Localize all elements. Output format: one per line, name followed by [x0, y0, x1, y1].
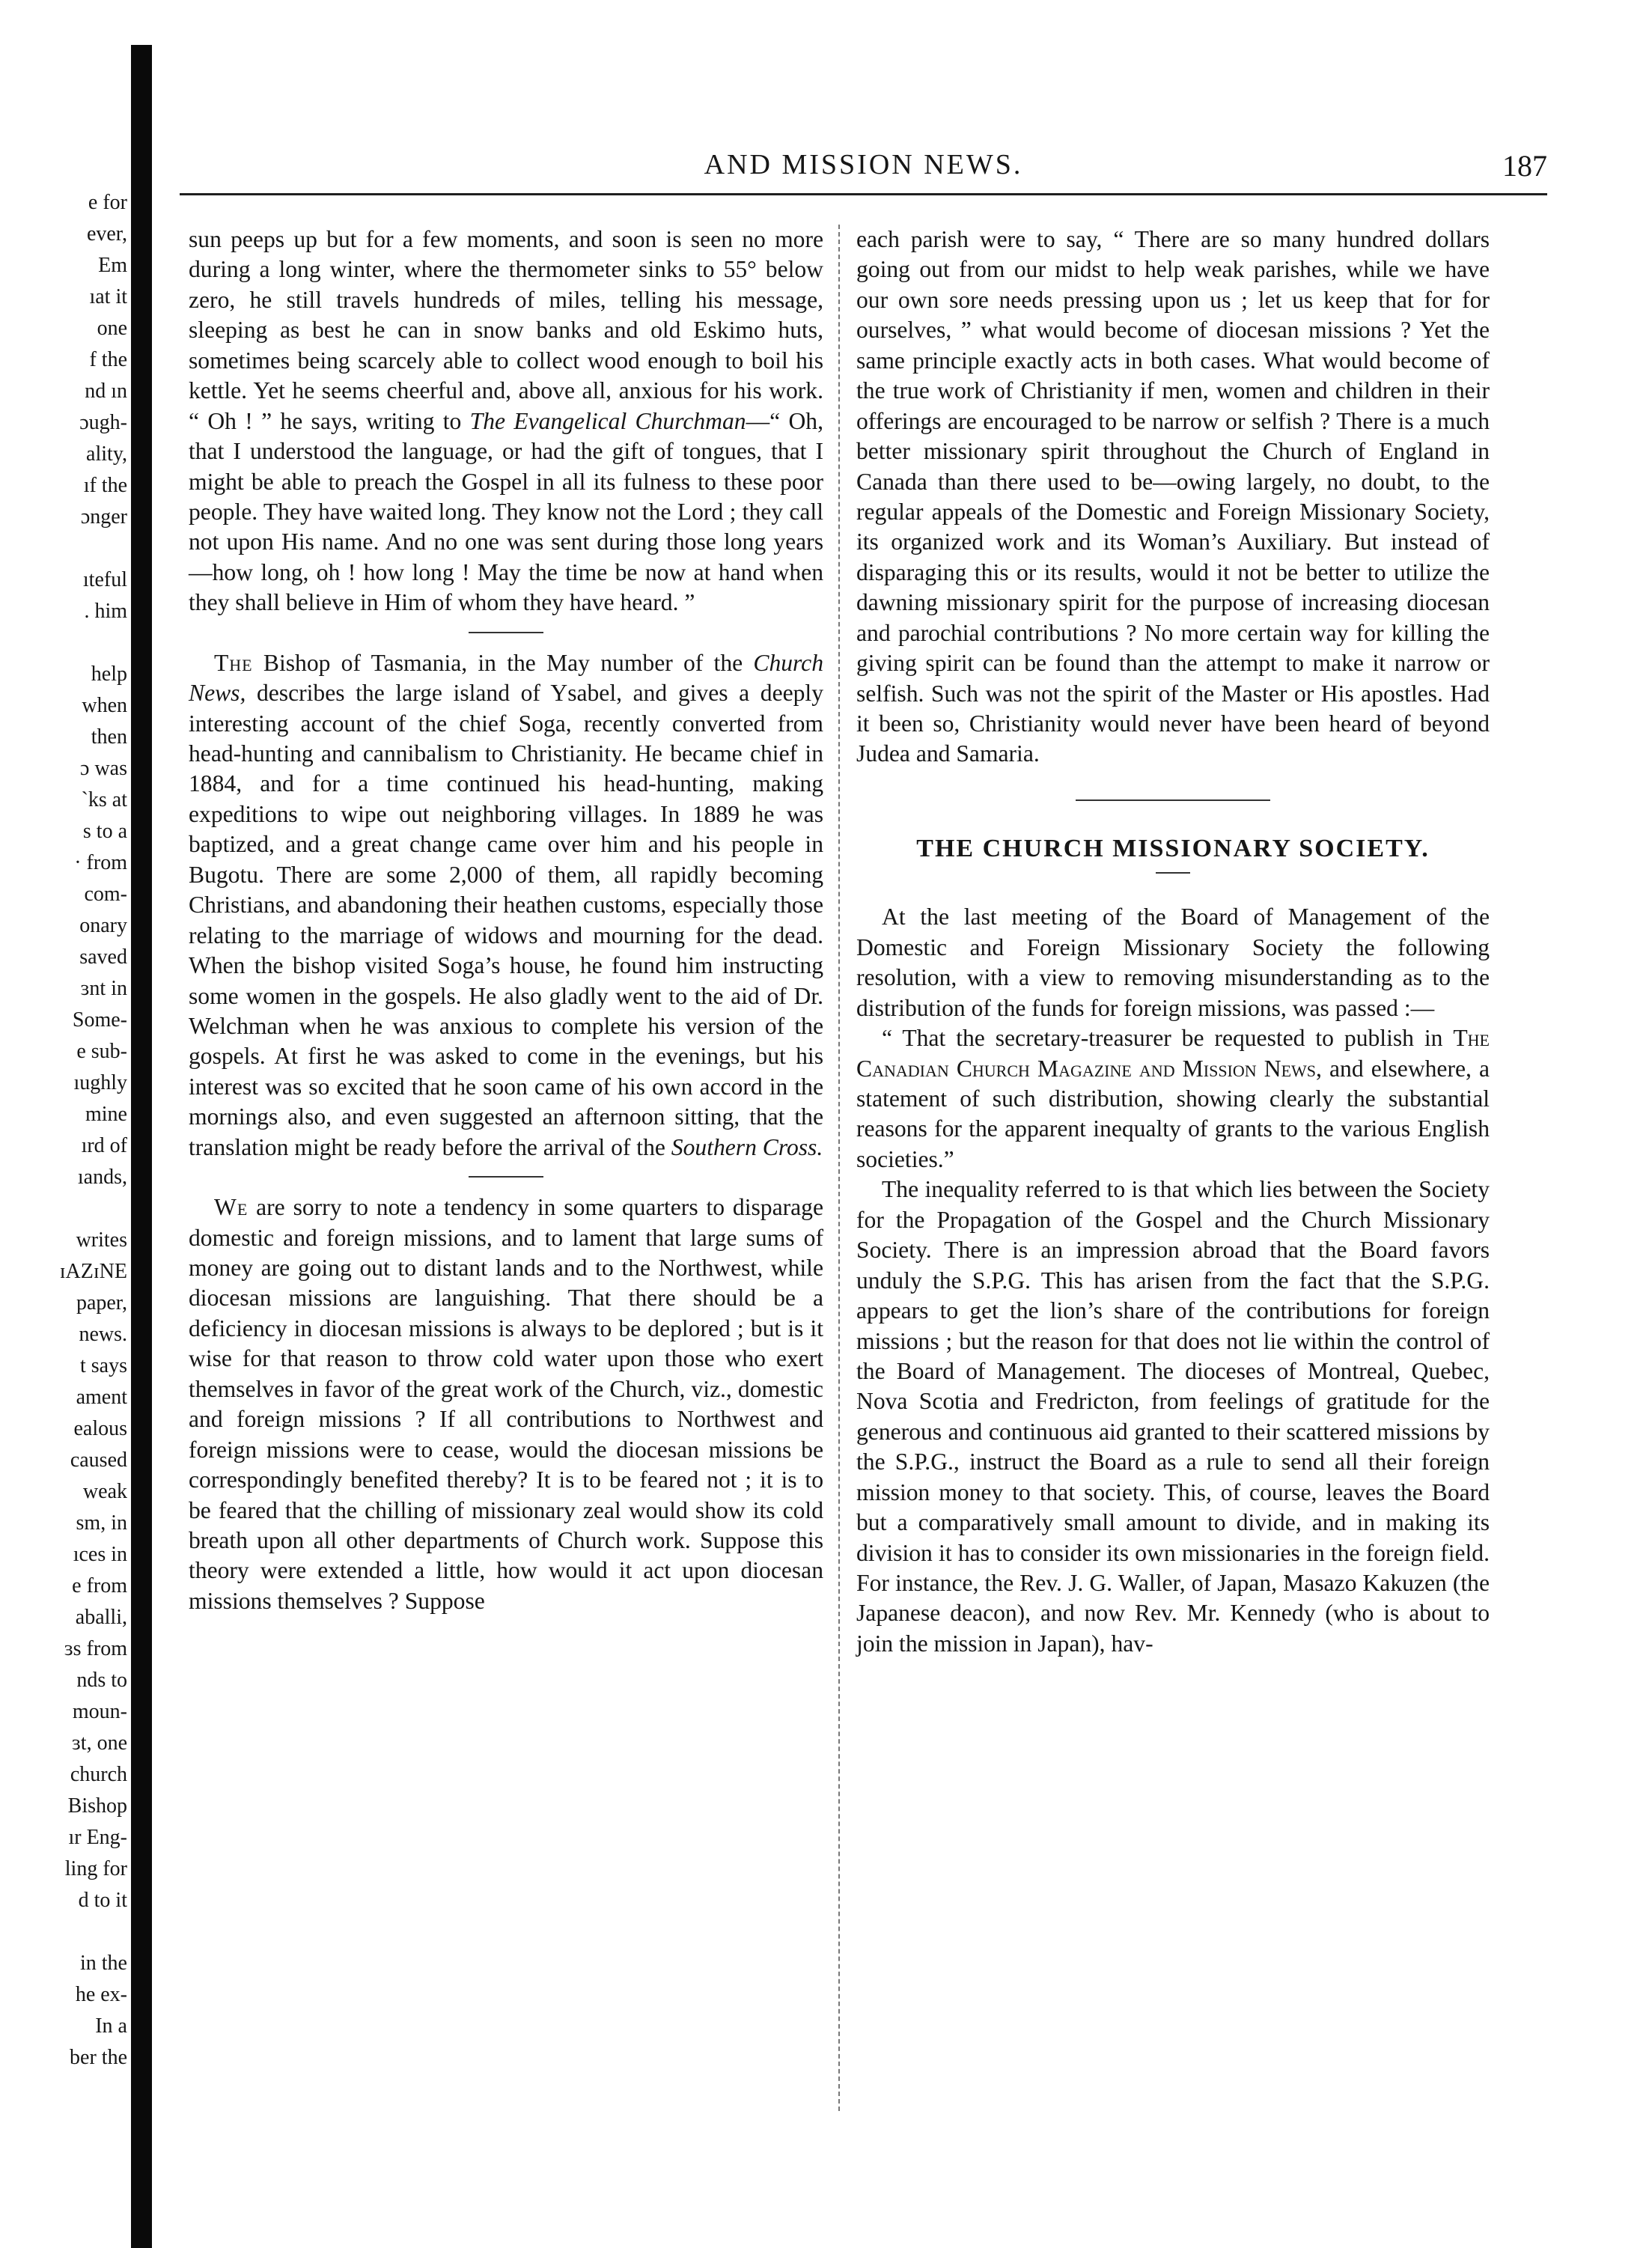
- bleed-fragment: caused: [70, 1449, 127, 1472]
- paragraph-text: “ That the secretary-treasurer be requested to publish in: [882, 1025, 1454, 1052]
- bleed-fragment: ır Eng-: [68, 1826, 127, 1849]
- lead-word: The: [214, 649, 253, 676]
- paragraph-text: —“ Oh, that I understood the language, or had the gift of tongues, that I might be able to preach the Gospel in all its fulness to these poor people. They have waited long. They know not the Lord ; they call not upon His name. And no one was sent during those long years—how long, oh ! how long ! May the time be now at hand when they shall believe in Him of whom they have heard. ”: [189, 407, 824, 616]
- bleed-fragment: nd ın: [85, 380, 127, 403]
- bleed-fragment: f the: [89, 348, 127, 371]
- bleed-fragment: sm, in: [76, 1511, 127, 1535]
- bleed-fragment: e for: [88, 191, 127, 214]
- bleed-fragment: he ex-: [75, 1983, 127, 2006]
- bleed-fragment: when: [82, 694, 127, 717]
- bleed-fragment: e sub-: [76, 1040, 127, 1063]
- paragraph-text: and elsewhere, a statement of such distribution, showing clearly the substantial reasons for the apparent inequalty of grants to the various English societies.”: [856, 1055, 1490, 1172]
- journal-title: The Evangelical Churchman: [469, 407, 746, 434]
- bleed-fragment: t says: [80, 1354, 127, 1377]
- bleed-fragment: mine: [85, 1103, 127, 1126]
- bleed-fragment: ˋks at: [81, 788, 127, 811]
- paragraph-board-meeting: At the last meeting of the Board of Management of the Domestic and Foreign Missionary Society the following resolution, with a view to removing misunderstanding as to the distribution of the funds for foreign missions, was passed :—: [856, 904, 1490, 1021]
- bleed-fragment: nds to: [76, 1669, 127, 1692]
- section-heading: THE CHURCH MISSIONARY SOCIETY.: [916, 834, 1430, 862]
- binding-spine: [131, 45, 152, 2248]
- paragraph-text: describes the large island of Ysabel, and gives a deeply interesting account of the chief Soga, recently converted from head-hunting and cannibalism to Christianity. He became chief in 1884, and for a time continued his head-hunting, making expeditions to wipe out neighboring villages. In 1889 he was baptized, and a great change came over him and his people in Bugotu. There are some 2,000 of them, all rapidly becoming Christians, and abandoning their heathen customs, especially those relating to the marriage of widows and mourning for the dead. When the bishop visited Soga’s house, he found him instructing some women in the gospels. He also gladly went to the aid of Dr. Welchman when he was anxious to complete his version of the gospels. At first he was asked to come in the evenings, but his interest was so excited that he soon came of his own accord in the mornings also, and even suggested an afternoon sitting, that the translation might be ready before the arrival of the: [189, 680, 823, 1160]
- bleed-fragment: one: [97, 317, 127, 340]
- running-header: [180, 148, 1547, 195]
- bleed-fragment: . him: [84, 600, 127, 623]
- bleed-fragment: in the: [80, 1952, 127, 1975]
- column-rule: [838, 225, 840, 2111]
- bleed-fragment: ıces in: [73, 1543, 127, 1566]
- section-divider: [1076, 799, 1270, 801]
- bleed-fragment: ıughly: [73, 1071, 127, 1094]
- bleed-fragment: paper,: [76, 1291, 127, 1315]
- bleed-fragment: ırd of: [81, 1134, 127, 1157]
- paragraph-text: sun peeps up but for a few moments, and soon is seen no more during a long winter, where the thermometer sinks to 55° below zero, he still travels hundreds of miles, telling his message, sleeping as best he can in snow banks and old Eskimo huts, sometimes being scarcely able to collect wood enough to boil his kettle. Yet he seems cheerful and, above all, anxious for his work. “ Oh ! ” he says, writing to: [189, 226, 823, 434]
- bleed-fragment: e from: [72, 1574, 127, 1597]
- page-number: 187: [1502, 149, 1547, 183]
- bleed-fragment: Some-: [72, 1008, 127, 1032]
- bleed-fragment: ling for: [64, 1857, 127, 1880]
- bleed-fragment: ber the: [70, 2046, 127, 2069]
- paragraph-parish-continuation: each parish were to say, “ There are so many hundred dollars going out from our midst to help weak parishes, while we have our own sore needs pressing upon us ; let us keep that for for ourselves, ” what would become of diocesan missions ? Yet the same principle exactly acts in both cases. What would become of the true work of Christianity if men, women and children in their offerings are encouraged to be narrow or selfish ? There is a much better missionary spirit throughout the Church of England in Canada than there used to be—owing largely, no doubt, to the regular appeals of the Domestic and Foreign Missionary Society, its organized work and its Woman’s Auxiliary. But instead of disparaging this or its results, would it not be better to utilize the dawning missionary spirit for the purpose of increasing diocesan and parochial contributions ? No more certain way for killing the giving spirit can be found than the attempt to make it narrow or selfish. Such was not the spirit of the Master or His apostles. Had it been so, Christianity would never have been heard of beyond Judea and Samaria.: [856, 226, 1490, 767]
- bleed-fragment: weak: [82, 1480, 127, 1503]
- bleed-fragment: ɔugh-: [79, 411, 127, 434]
- bleed-fragment: Em: [98, 254, 127, 277]
- bleed-fragment: ever,: [86, 222, 127, 246]
- bleed-fragment: ıf the: [83, 474, 127, 497]
- bleed-fragment: church: [70, 1763, 127, 1786]
- paragraph-text: Bishop of Tasmania, in the May number of the: [252, 649, 754, 676]
- heading-divider: [1156, 872, 1190, 874]
- facing-page-bleed: [0, 187, 127, 2069]
- journal-title: Church News,: [189, 649, 823, 707]
- bleed-fragment: ament: [76, 1386, 127, 1409]
- paragraph-inequality: The inequality referred to is that which lies between the Society for the Propagation of the Gospel and the Church Missionary Society. There is an impression abroad that the Board favors unduly the S.P.G. This has arisen from the fact that the S.P.G. appears to get the lion’s share of the contributions for foreign missions ; but the reason for that does not lie within the control of the Board of Management. The dioceses of Montreal, Quebec, Nova Scotia and Fredricton, from feelings of gratitude for the generous and continuous aid granted to their scattered missions by the S.P.G., instruct the Board as a rule to send all their foreign mission money to that society. This, of course, leaves the Board but a comparatively small amount to divide, and in making its division it has to consider its own missionaries in the foreign field. For instance, the Rev. J. G. Waller, of Japan, Masazo Kakuzen (the Japanese deacon), and now Rev. Mr. Kennedy (who is about to join the mission in Japan), hav-: [856, 1176, 1490, 1657]
- bleed-fragment: aballi,: [75, 1606, 127, 1629]
- paragraph-eskimo-mission: [189, 225, 823, 618]
- bleed-gap: [0, 1916, 127, 1948]
- bleed-fragment: writes: [76, 1228, 127, 1252]
- bleed-fragment: news.: [79, 1323, 127, 1346]
- bleed-fragment: ɪAZɪNE: [59, 1260, 127, 1283]
- paragraph-bishop-tasmania: [189, 648, 823, 1163]
- paragraph-resolution: [856, 1023, 1490, 1175]
- section-divider: [469, 1176, 543, 1178]
- lead-word: We: [214, 1194, 249, 1221]
- paragraph-text: are sorry to note a tendency in some quarters to disparage domestic and foreign missions, and to lament that large sums of money are going out to distant lands and to the Northwest, while diocesan missions are languishing. That there should be a deficiency in diocesan missions is always to be deplored ; but is it wise for that reason to throw cold water upon those who exert themselves in favor of the great work of the Church, viz., domestic and foreign missions ? If all contributions to Northwest and foreign missions were to cease, would the diocesan missions be correspondingly benefited thereby? It is to be feared not ; it is to be feared that the chilling of missionary zeal would show its cold breath upon all other departments of Church work. Suppose this theory were extended a little, how would it act upon diocesan missions themselves ? Suppose: [189, 1194, 823, 1614]
- magazine-title: The Canadian Church Magazine and Mission News,: [856, 1025, 1490, 1082]
- bleed-fragment: onary: [79, 914, 127, 937]
- bleed-fragment: d to it: [78, 1889, 127, 1912]
- bleed-fragment: then: [91, 725, 127, 749]
- right-column: [856, 225, 1490, 1659]
- bleed-gap: [0, 533, 127, 564]
- ship-name: Southern Cross.: [671, 1133, 823, 1160]
- bleed-fragment: ɔ was: [80, 757, 127, 780]
- bleed-fragment: s to a: [82, 820, 127, 843]
- bleed-fragment: com-: [84, 883, 127, 906]
- bleed-fragment: ɜnt in: [80, 977, 127, 1000]
- bleed-fragment: ality,: [86, 442, 127, 466]
- bleed-fragment: moun-: [72, 1700, 127, 1723]
- bleed-gap: [0, 1193, 127, 1225]
- bleed-fragment: saved: [79, 945, 127, 969]
- bleed-fragment: Bishop: [67, 1794, 127, 1818]
- bleed-fragment: ıteful: [82, 568, 127, 591]
- bleed-fragment: ealous: [73, 1417, 127, 1440]
- section-divider: [469, 632, 543, 633]
- paragraph-disparage-missions: [189, 1192, 823, 1616]
- left-column: [189, 225, 823, 1616]
- bleed-fragment: ɔnger: [80, 505, 127, 529]
- bleed-fragment: help: [91, 662, 127, 686]
- bleed-fragment: ıat it: [89, 285, 127, 308]
- bleed-fragment: ɜs from: [64, 1637, 127, 1660]
- running-title: AND MISSION NEWS.: [704, 149, 1023, 180]
- bleed-fragment: ɜt, one: [72, 1731, 127, 1755]
- bleed-gap: [0, 627, 127, 659]
- bleed-fragment: In a: [95, 2014, 127, 2038]
- bleed-fragment: ıands,: [77, 1166, 127, 1189]
- bleed-fragment: · from: [74, 851, 127, 874]
